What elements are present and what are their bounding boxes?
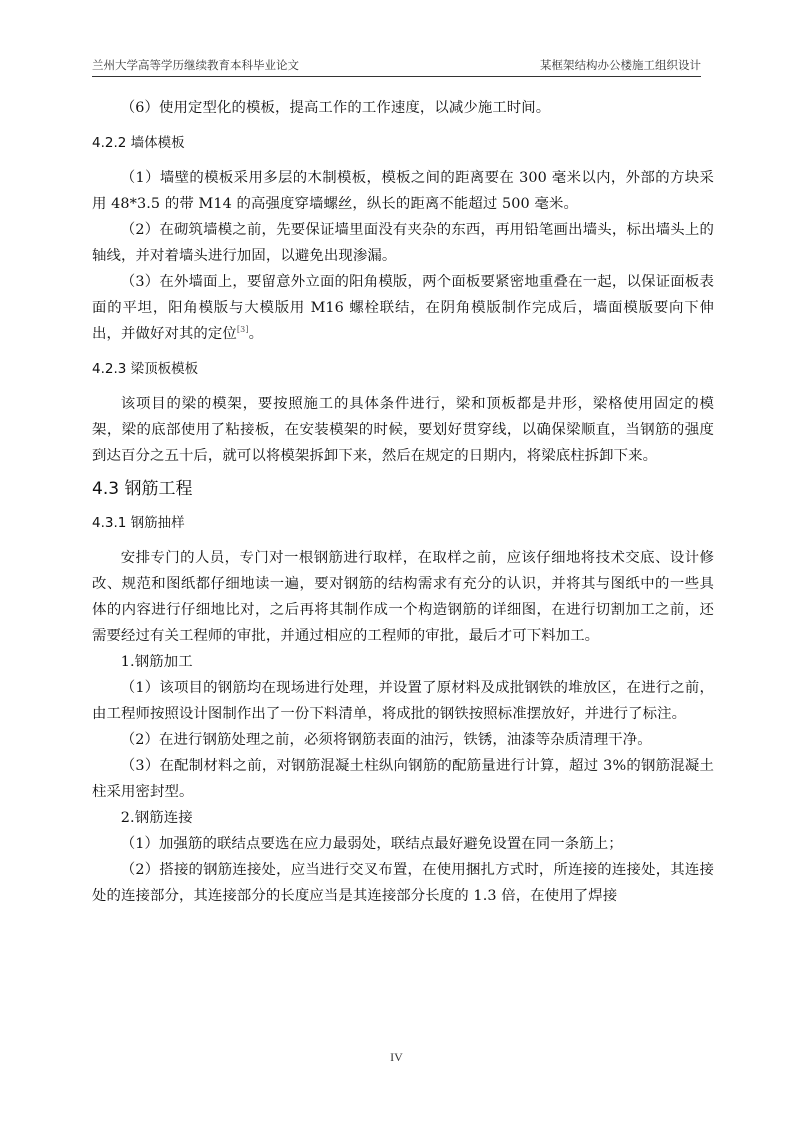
paragraph-item-6: （6）使用定型化的模板，提高工作的工作速度，以减少施工时间。 <box>120 100 551 116</box>
paragraph-processing-1: （1）该项目的钢筋均在现场进行处理，并设置了原材料及成批钢铁的堆放区，在进行之前，由工程师按照设计图制作出了一份下料清单，将成批的钢铁按照标准摆放好，并进行了标注。 <box>92 680 714 722</box>
subheading-rebar-connection: 2.钢筋连接 <box>120 810 193 826</box>
citation-ref: [3] <box>236 325 249 335</box>
paragraph-connection-2: （2）搭接的钢筋连接处，应当进行交叉布置，在使用捆扎方式时，所连接的连接处，其连接处的连接部分，其连接部分的长度应当是其连接部分长度的 1.3 倍，在使用了焊接 <box>92 862 714 904</box>
header-paper-title: 某框架结构办公楼施工组织设计 <box>540 58 701 72</box>
paragraph-wall-1: （1）墙壁的模板采用多层的木制模板，模板之间的距离要在 300 毫米以内，外部的方块采用 48*3.5 的带 M14 的高强度穿墙螺丝，纵长的距离不能超过 500 毫米。 <box>92 170 714 212</box>
subheading-rebar-processing: 1.钢筋加工 <box>120 654 193 670</box>
page-body <box>92 95 714 909</box>
paragraph-wall-3 <box>92 269 714 347</box>
paragraph-wall-2: （2）在砌筑墙模之前，先要保证墙里面没有夹杂的东西，再用铅笔画出墙头，标出墙头上的轴线，并对着墙头进行加固，以避免出现渗漏。 <box>92 222 714 264</box>
heading-4-2-3: 4.2.3 梁顶板模板 <box>92 361 199 377</box>
paragraph-processing-3: （3）在配制材料之前，对钢筋混凝土柱纵向钢筋的配筋量进行计算，超过 3%的钢筋混凝土柱采用密封型。 <box>92 758 714 800</box>
paragraph-beam: 该项目的梁的模架，要按照施工的具体条件进行，梁和顶板都是井形，梁格使用固定的模架，梁的底部使用了粘接板，在安装模架的时候，要划好贯穿线，以确保梁顺直，当钢筋的强度到达百分之五十后，就可以将模架拆卸下来，然后在规定的日期内，将梁底柱拆卸下来。 <box>92 396 714 464</box>
page-header <box>92 56 701 77</box>
paragraph-sampling: 安排专门的人员，专门对一根钢筋进行取样，在取样之前，应该仔细地将技术交底、设计修改、规范和图纸都仔细地读一遍，要对钢筋的结构需求有充分的认识，并将其与图纸中的一些具体的内容进行仔细地比对，之后再将其制作成一个构造钢筋的详细图，在进行切割加工之前，还需要经过有关工程师的审批，并通过相应的工程师的审批，最后才可下料加工。 <box>92 550 714 644</box>
paragraph-processing-2: （2）在进行钢筋处理之前，必须将钢筋表面的油污，铁锈，油漆等杂质清理干净。 <box>120 732 652 748</box>
header-thesis-title: 兰州大学高等学历继续教育本科毕业论文 <box>92 58 299 72</box>
paragraph-wall-3-text: （3）在外墙面上，要留意外立面的阳角模版，两个面板要紧密地重叠在一起，以保证面板表面的平坦，阳角模版与大模版用 M16 螺栓联结，在阴角模版制作完成后，墙面模版要向下伸出，并做好对其的定位 <box>92 274 714 342</box>
heading-4-2-2: 4.2.2 墙体模板 <box>92 135 185 151</box>
paragraph-connection-1: （1）加强筋的联结点要选在应力最弱处，联结点最好避免设置在同一条筋上； <box>120 836 623 852</box>
page-number: IV <box>390 1050 403 1064</box>
heading-4-3: 4.3 钢筋工程 <box>92 479 193 499</box>
paragraph-wall-3-end: 。 <box>248 326 264 342</box>
heading-4-3-1: 4.3.1 钢筋抽样 <box>92 515 185 531</box>
